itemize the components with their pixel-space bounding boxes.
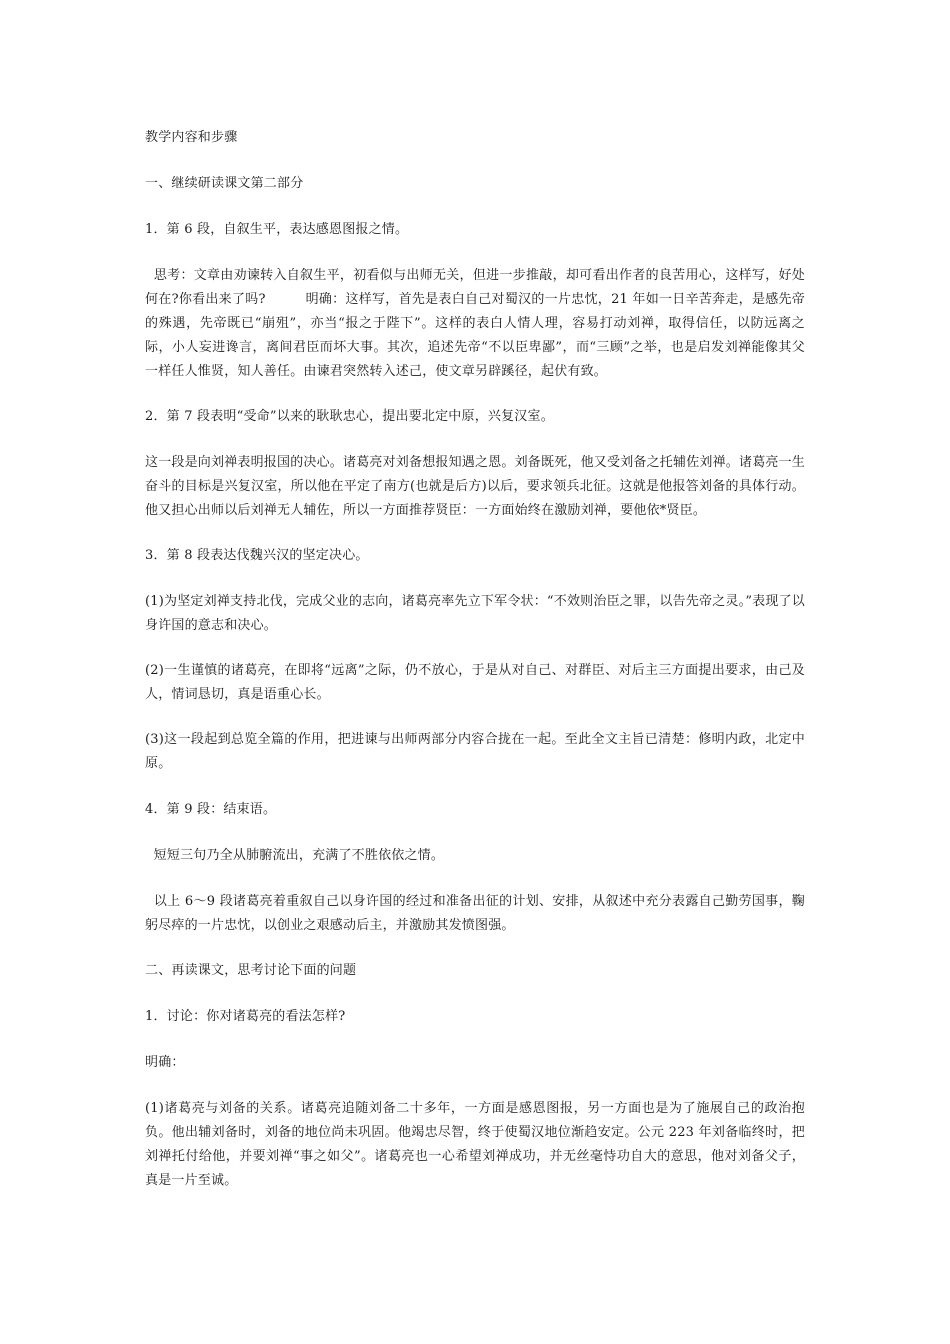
summary-paragraph: 以上 6～9 段诸葛亮着重叙自己以身许国的经过和准备出征的计划、安排，从叙述中充分表露自己勤劳国事，鞠躬尽瘁的一片忠忱，以创业之艰感动后主，并激励其发愤图强。 [145, 894, 805, 933]
item-three-point-one: (1)为坚定刘禅支持北伐，完成父业的志向，诸葛亮率先立下军令状：“不效则治臣之罪，以告先帝之灵。”表现了以身许国的意志和决心。 [145, 594, 805, 633]
discussion-one-title: 1．讨论：你对诸葛亮的看法怎样? [145, 1009, 346, 1024]
document-page [145, 126, 805, 1193]
item-three-point-two: (2)一生谨慎的诸葛亮，在即将“远离”之际，仍不放心，于是从对自己、对群臣、对后主三方面提出要求，由己及人，情词恳切，真是语重心长。 [145, 663, 805, 702]
item-four-title: 4．第 9 段：结束语。 [145, 802, 277, 817]
item-three-title: 3．第 8 段表达伐魏兴汉的坚定决心。 [145, 548, 369, 563]
item-one-title: 1．第 6 段，自叙生平，表达感恩图报之情。 [145, 222, 409, 237]
section-one-title: 一、继续研读课文第二部分 [145, 176, 304, 191]
item-two-paragraph: 这一段是向刘禅表明报国的决心。诸葛亮对刘备想报知遇之恩。刘备既死，他又受刘备之托辅佐刘禅。诸葛亮一生奋斗的目标是兴复汉室，所以他在平定了南方(也就是后方)以后，要求领兵北征。这就是他报答刘备的具体行动。他又担心出师以后刘禅无人辅佐，所以一方面推荐贤臣：一方面始终在激励刘禅，要他依*贤臣。 [145, 455, 806, 518]
answer-point-one: (1)诸葛亮与刘备的关系。诸葛亮追随刘备二十多年，一方面是感恩图报，另一方面也是为了施展自己的政治抱负。他出辅刘备时，刘备的地位尚未巩固。他竭忠尽智，终于使蜀汉地位渐趋安定。公元 223 年刘备临终时，把刘禅托付给他，并要刘禅“事之如父”。诸葛亮也一心希望刘禅成功，并无丝毫恃功自大的意思，他对刘备父子，真是一片至诚。 [145, 1101, 805, 1188]
section-two-title: 二、再读课文，思考讨论下面的问题 [145, 963, 357, 978]
item-one-thinking-paragraph: 思考：文章由劝谏转入自叙生平，初看似与出师无关，但进一步推敲，却可看出作者的良苦用心，这样写，好处何在?你看出来了吗? 明确：这样写，首先是表白自己对蜀汉的一片忠忱，21 年如一日辛苦奔走，是感先帝的殊遇，先帝既已“崩殂”，亦当“报之于陛下”。这样的表白人情人理，容易打动刘禅，取得信任，以防远离之际，小人妄进谗言，离间君臣而坏大事。其次，追述先帝“不以臣卑鄙”，而“三顾”之举，也是启发刘禅能像其父一样任人惟贤，知人善任。由谏君突然转入述己，使文章另辟蹊径，起伏有致。 [145, 268, 805, 379]
item-two-title: 2．第 7 段表明“受命”以来的耿耿忠心，提出要北定中原，兴复汉室。 [145, 409, 554, 424]
item-four-paragraph: 短短三句乃全从肺腑流出，充满了不胜依依之情。 [145, 848, 445, 863]
answer-label: 明确： [145, 1055, 185, 1070]
item-three-point-three: (3)这一段起到总览全篇的作用，把进谏与出师两部分内容合拢在一起。至此全文主旨已清楚：修明内政，北定中原。 [145, 732, 805, 771]
document-heading: 教学内容和步骤 [145, 130, 238, 145]
